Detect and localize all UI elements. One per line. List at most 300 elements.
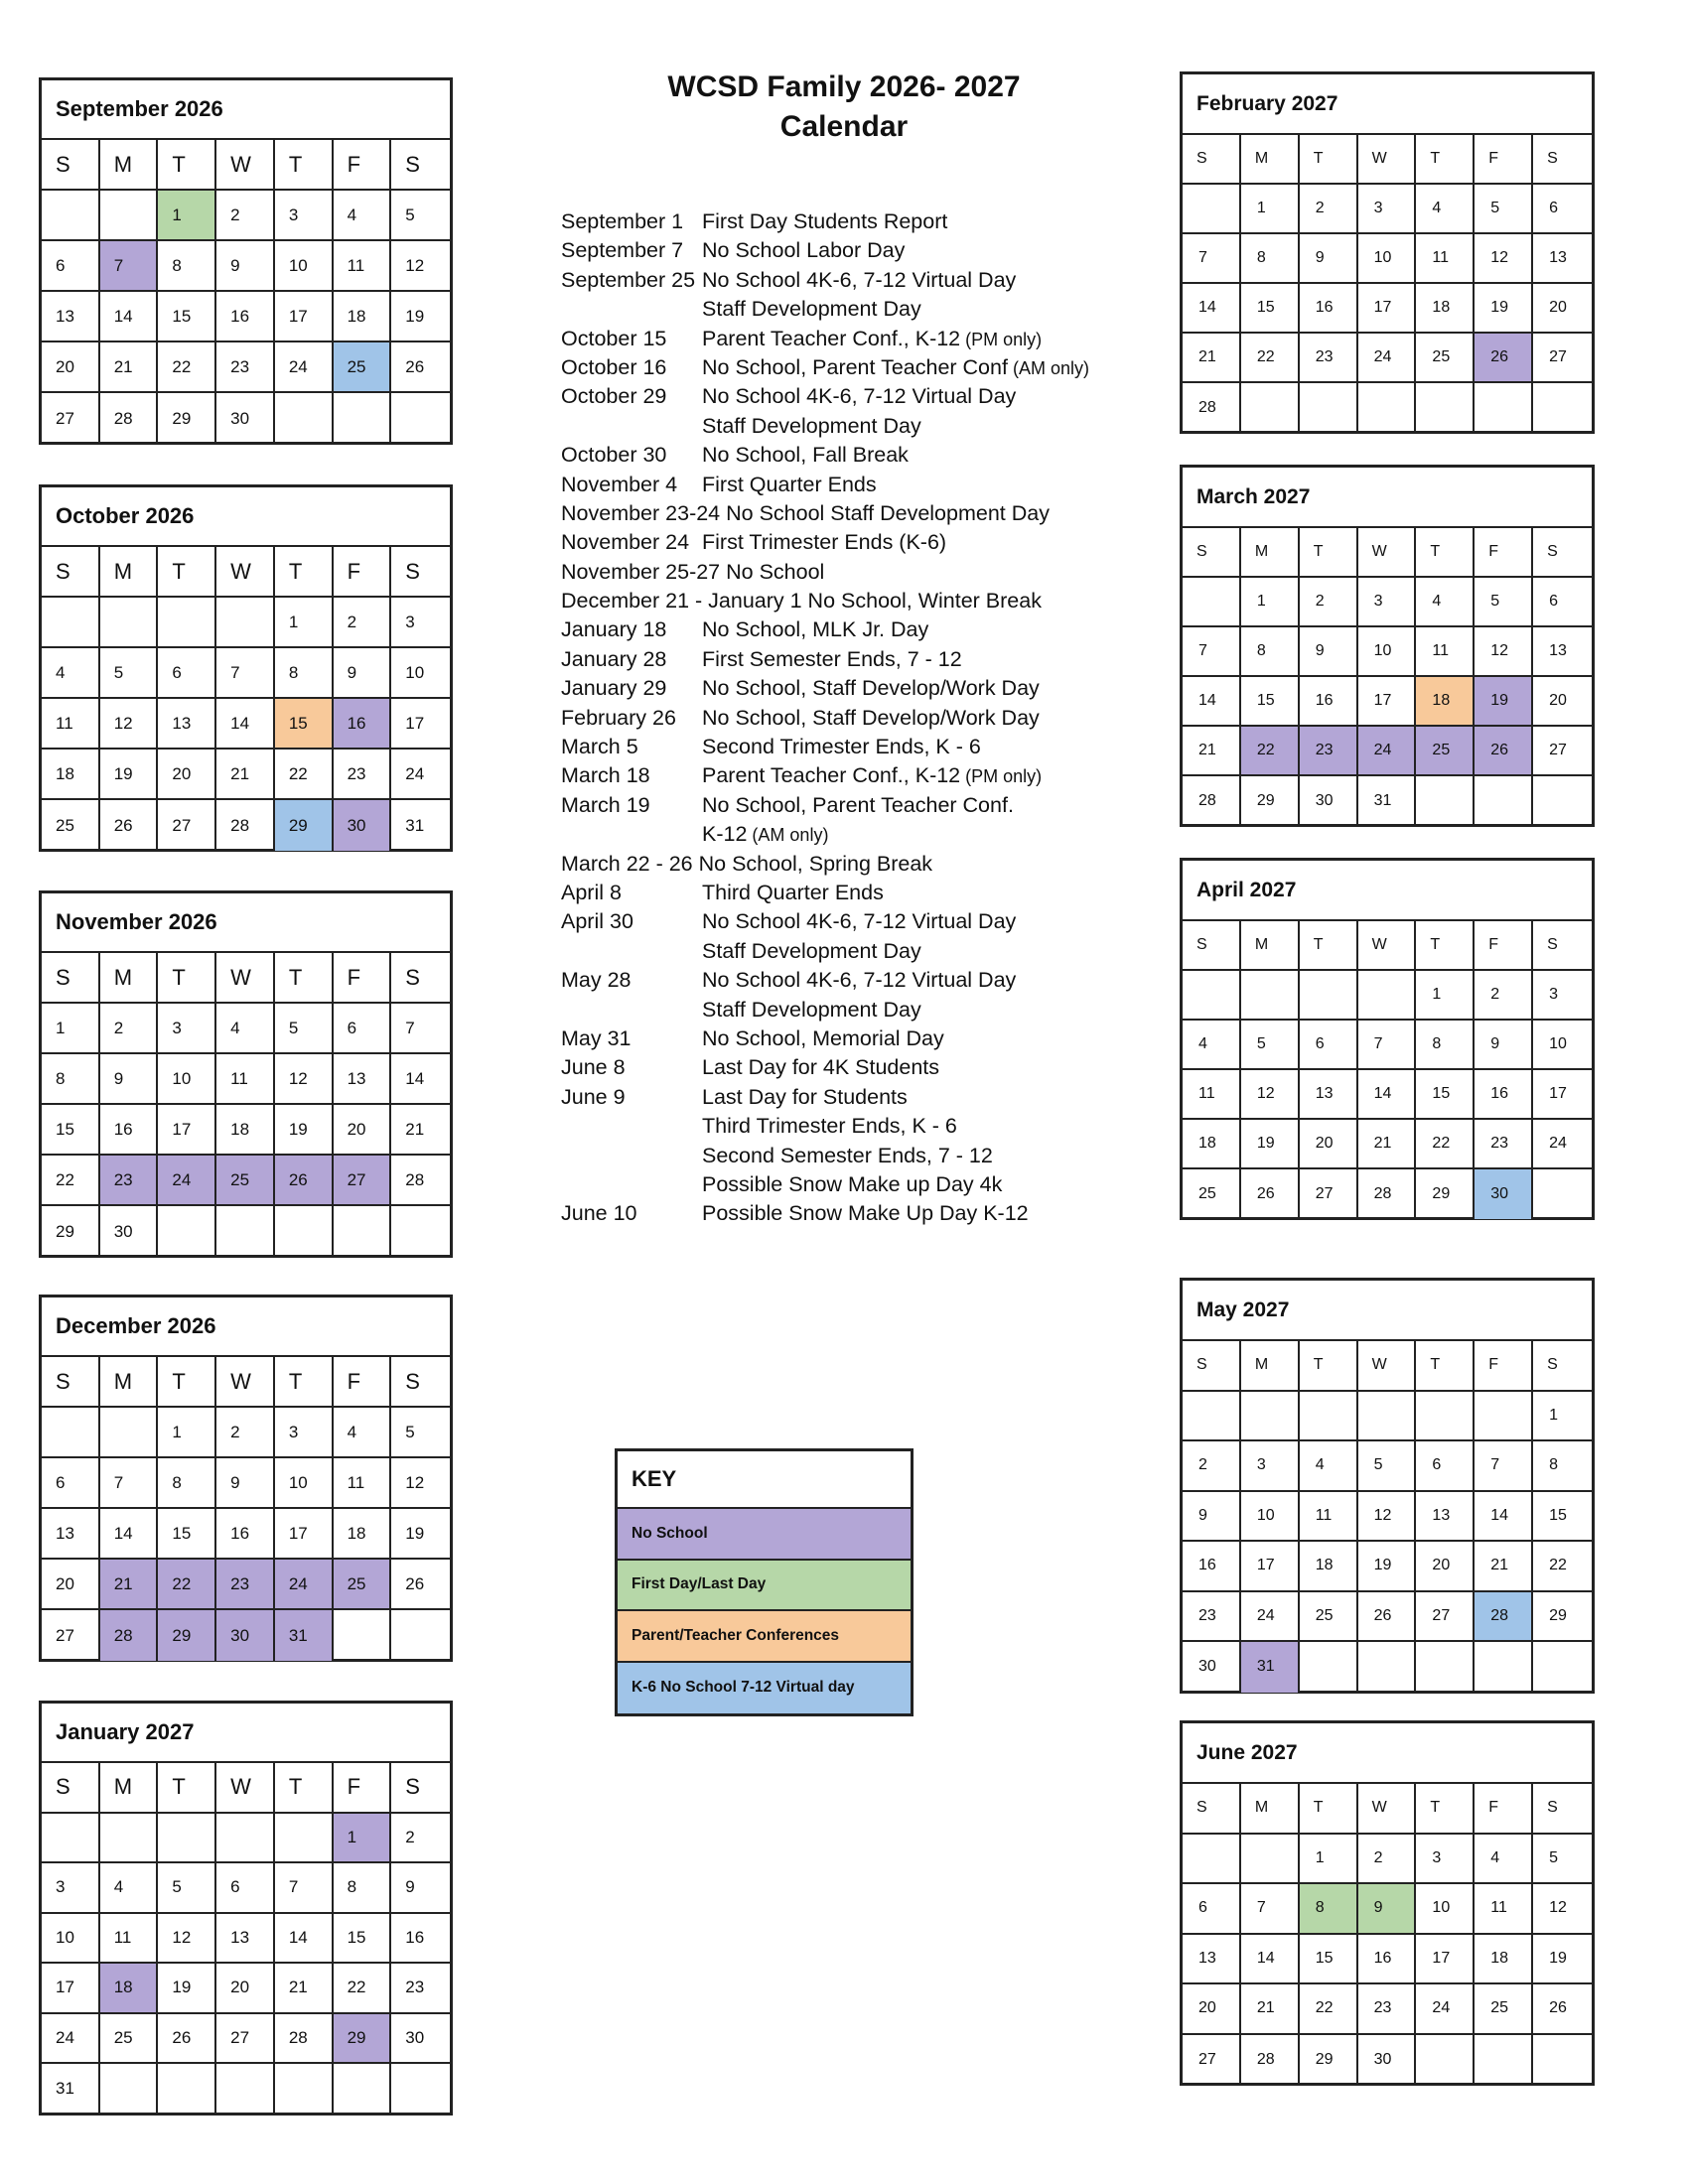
day-cell: 20 <box>1533 677 1592 727</box>
day-cell: 28 <box>1475 1592 1533 1643</box>
day-cell: 24 <box>1416 1984 1475 2035</box>
month-title: October 2026 <box>42 487 450 547</box>
day-cell: 16 <box>334 699 392 750</box>
empty-cell <box>1241 971 1300 1021</box>
key-item-label: First Day/Last Day <box>632 1575 767 1593</box>
day-cell: 28 <box>275 2014 334 2065</box>
event-row <box>561 499 1137 528</box>
day-cell: 26 <box>100 800 159 851</box>
legend-key <box>615 1448 914 1716</box>
event-row <box>561 558 1137 587</box>
day-cell: 24 <box>275 1560 334 1610</box>
day-cell: 19 <box>391 1509 450 1560</box>
weekday-header: T <box>158 547 216 598</box>
day-cell: 23 <box>216 342 275 393</box>
day-cell: 15 <box>1416 1070 1475 1120</box>
day-cell: 4 <box>334 1408 392 1458</box>
event-date: November 25-27 No School <box>561 559 825 584</box>
day-cell: 31 <box>42 2064 100 2115</box>
day-cell: 12 <box>275 1054 334 1105</box>
day-cell: 21 <box>1241 1984 1300 2035</box>
event-date: January 29 <box>561 676 667 701</box>
event-text: K-12 (AM only) <box>702 822 829 847</box>
event-date: November 24 <box>561 530 690 555</box>
event-row <box>561 674 1137 703</box>
day-cell: 28 <box>1183 776 1241 826</box>
event-text: No School, MLK Jr. Day <box>702 617 929 642</box>
event-date: October 15 <box>561 326 667 350</box>
day-cell: 10 <box>1241 1492 1300 1543</box>
empty-cell <box>1183 971 1241 1021</box>
day-cell: 17 <box>391 699 450 750</box>
event-row <box>561 412 1137 441</box>
empty-cell <box>158 1206 216 1257</box>
event-date: April 30 <box>561 909 633 934</box>
event-date: June 10 <box>561 1201 637 1226</box>
empty-cell <box>1533 776 1592 826</box>
day-cell: 9 <box>334 648 392 699</box>
weekday-header: S <box>1183 921 1241 971</box>
day-cell: 16 <box>216 1509 275 1560</box>
day-cell: 12 <box>1358 1492 1417 1543</box>
day-cell: 5 <box>158 1863 216 1914</box>
day-cell: 23 <box>1300 334 1358 383</box>
day-cell: 26 <box>1533 1984 1592 2035</box>
key-item-label: K-6 No School 7-12 Virtual day <box>632 1679 855 1697</box>
key-item-label: No School <box>632 1524 708 1542</box>
event-row <box>561 615 1137 644</box>
day-cell: 4 <box>42 648 100 699</box>
day-cell: 19 <box>275 1105 334 1156</box>
empty-cell <box>1416 1392 1475 1442</box>
day-cell: 18 <box>334 1509 392 1560</box>
day-cell: 29 <box>1241 776 1300 826</box>
events-list <box>561 207 1137 1229</box>
day-cell: 27 <box>216 2014 275 2065</box>
day-cell: 23 <box>334 750 392 800</box>
empty-cell <box>1416 1642 1475 1693</box>
day-cell: 26 <box>1241 1169 1300 1219</box>
day-cell: 16 <box>391 1914 450 1965</box>
weekday-header: F <box>334 140 392 191</box>
day-cell: 15 <box>1241 677 1300 727</box>
empty-cell <box>1183 578 1241 627</box>
day-cell: 7 <box>1475 1441 1533 1492</box>
weekday-header: T <box>275 1763 334 1814</box>
day-cell: 18 <box>1416 677 1475 727</box>
day-cell: 18 <box>42 750 100 800</box>
empty-cell <box>1358 1642 1417 1693</box>
day-cell: 25 <box>42 800 100 851</box>
day-cell: 31 <box>1241 1642 1300 1693</box>
day-cell: 20 <box>42 1560 100 1610</box>
day-cell: 21 <box>1358 1120 1417 1169</box>
event-note: (AM only) <box>747 825 829 846</box>
day-cell: 2 <box>216 1408 275 1458</box>
day-cell: 10 <box>1358 627 1417 677</box>
day-cell: 15 <box>1300 1935 1358 1985</box>
event-row <box>561 645 1137 674</box>
day-cell: 11 <box>1300 1492 1358 1543</box>
weekday-header: T <box>1300 135 1358 185</box>
event-note: (PM only) <box>960 329 1043 349</box>
event-row <box>561 761 1137 790</box>
day-cell: 2 <box>100 1004 159 1054</box>
day-cell: 14 <box>1183 284 1241 334</box>
day-cell: 22 <box>1533 1542 1592 1592</box>
event-row <box>561 266 1137 295</box>
empty-cell <box>1533 383 1592 433</box>
weekday-header: T <box>1300 1784 1358 1835</box>
day-cell: 6 <box>1300 1021 1358 1070</box>
event-row <box>561 907 1137 936</box>
empty-cell <box>1475 776 1533 826</box>
day-cell: 17 <box>1416 1935 1475 1985</box>
month-calendar <box>39 1701 453 2116</box>
event-row <box>561 966 1137 995</box>
weekday-header: S <box>391 1357 450 1408</box>
day-cell: 29 <box>158 1610 216 1661</box>
day-cell: 2 <box>1358 1835 1417 1885</box>
event-row <box>561 353 1137 382</box>
day-cell: 18 <box>1183 1120 1241 1169</box>
event-row <box>561 295 1137 324</box>
day-cell: 20 <box>1183 1984 1241 2035</box>
weekday-header: M <box>100 140 159 191</box>
empty-cell <box>1533 2035 1592 2086</box>
day-cell: 4 <box>1475 1835 1533 1885</box>
day-cell: 14 <box>275 1914 334 1965</box>
empty-cell <box>391 1610 450 1661</box>
day-cell: 25 <box>100 2014 159 2065</box>
empty-cell <box>1416 776 1475 826</box>
day-cell: 24 <box>1358 334 1417 383</box>
day-cell: 12 <box>391 1458 450 1509</box>
day-cell: 23 <box>100 1156 159 1206</box>
day-cell: 6 <box>1416 1441 1475 1492</box>
month-calendar <box>39 484 453 852</box>
day-cell: 7 <box>275 1863 334 1914</box>
day-cell: 26 <box>1475 727 1533 776</box>
event-text: Second Trimester Ends, K - 6 <box>702 735 981 759</box>
day-cell: 1 <box>1241 578 1300 627</box>
event-text: No School 4K-6, 7-12 Virtual Day <box>702 384 1017 409</box>
day-cell: 19 <box>1241 1120 1300 1169</box>
day-cell: 17 <box>42 1964 100 2014</box>
day-cell: 3 <box>1241 1441 1300 1492</box>
day-cell: 12 <box>1241 1070 1300 1120</box>
day-cell: 15 <box>1241 284 1300 334</box>
day-cell: 9 <box>1183 1492 1241 1543</box>
weekday-header: T <box>1300 1341 1358 1392</box>
event-text: Third Quarter Ends <box>702 880 884 904</box>
empty-cell <box>1300 971 1358 1021</box>
day-cell: 1 <box>1241 185 1300 234</box>
weekday-header: S <box>1183 135 1241 185</box>
event-date: March 18 <box>561 763 650 788</box>
weekday-header: M <box>1241 1341 1300 1392</box>
day-cell: 18 <box>1475 1935 1533 1985</box>
weekday-header: M <box>100 1763 159 1814</box>
key-title: KEY <box>618 1451 911 1509</box>
weekday-header: S <box>391 547 450 598</box>
empty-cell <box>42 191 100 241</box>
day-cell: 30 <box>216 393 275 444</box>
month-calendar <box>1180 1278 1595 1694</box>
event-text: No School 4K-6, 7-12 Virtual Day <box>702 968 1017 993</box>
event-row <box>561 879 1137 907</box>
weekday-header: F <box>334 547 392 598</box>
event-row <box>561 382 1137 411</box>
day-cell: 17 <box>275 1509 334 1560</box>
event-date: October 29 <box>561 384 667 409</box>
day-cell: 6 <box>334 1004 392 1054</box>
day-cell: 30 <box>1300 776 1358 826</box>
month-title: September 2026 <box>42 80 450 140</box>
day-cell: 21 <box>1183 334 1241 383</box>
day-cell: 19 <box>158 1964 216 2014</box>
day-cell: 25 <box>1183 1169 1241 1219</box>
day-cell: 2 <box>1300 578 1358 627</box>
day-cell: 20 <box>334 1105 392 1156</box>
empty-cell <box>158 1814 216 1864</box>
day-cell: 27 <box>158 800 216 851</box>
empty-cell <box>1416 383 1475 433</box>
day-cell: 27 <box>1533 334 1592 383</box>
day-cell: 21 <box>275 1964 334 2014</box>
empty-cell <box>216 1814 275 1864</box>
event-text: Staff Development Day <box>702 938 921 963</box>
event-date: April 8 <box>561 880 622 904</box>
weekday-header: W <box>1358 528 1417 578</box>
day-cell: 12 <box>1475 627 1533 677</box>
day-cell: 2 <box>1475 971 1533 1021</box>
month-calendar <box>1180 465 1595 827</box>
day-cell: 11 <box>1416 627 1475 677</box>
day-cell: 11 <box>1475 1884 1533 1935</box>
event-row <box>561 704 1137 733</box>
day-cell: 13 <box>1416 1492 1475 1543</box>
event-text: Parent Teacher Conf., K-12 (PM only) <box>702 763 1043 788</box>
empty-cell <box>1475 1642 1533 1693</box>
empty-cell <box>42 1408 100 1458</box>
day-cell: 1 <box>334 1814 392 1864</box>
day-cell: 30 <box>391 2014 450 2065</box>
event-date: December 21 - January 1 No School, Winter Break <box>561 589 1042 614</box>
empty-cell <box>391 393 450 444</box>
day-cell: 10 <box>42 1914 100 1965</box>
weekday-header: M <box>100 547 159 598</box>
empty-cell <box>275 393 334 444</box>
event-note: (AM only) <box>1007 357 1089 378</box>
month-title: December 2026 <box>42 1297 450 1357</box>
day-cell: 9 <box>1475 1021 1533 1070</box>
event-date: October 16 <box>561 354 667 379</box>
day-cell: 6 <box>1183 1884 1241 1935</box>
day-cell: 30 <box>216 1610 275 1661</box>
event-date: September 25 <box>561 267 696 292</box>
event-text: No School, Memorial Day <box>702 1025 944 1050</box>
day-cell: 14 <box>1241 1935 1300 1985</box>
weekday-header: W <box>1358 135 1417 185</box>
day-cell: 22 <box>275 750 334 800</box>
empty-cell <box>334 1610 392 1661</box>
day-cell: 19 <box>1358 1542 1417 1592</box>
day-cell: 18 <box>100 1964 159 2014</box>
day-cell: 7 <box>1241 1884 1300 1935</box>
event-text: No School, Fall Break <box>702 443 909 468</box>
day-cell: 11 <box>216 1054 275 1105</box>
event-date: February 26 <box>561 705 676 730</box>
day-cell: 1 <box>158 1408 216 1458</box>
day-cell: 8 <box>1241 234 1300 284</box>
day-cell: 13 <box>42 1509 100 1560</box>
weekday-header: M <box>1241 528 1300 578</box>
day-cell: 7 <box>1183 627 1241 677</box>
day-cell: 7 <box>1358 1021 1417 1070</box>
day-cell: 8 <box>334 1863 392 1914</box>
day-cell: 10 <box>275 241 334 292</box>
day-cell: 18 <box>1416 284 1475 334</box>
event-text: Second Semester Ends, 7 - 12 <box>702 1143 993 1167</box>
day-cell: 23 <box>1183 1592 1241 1643</box>
day-cell: 27 <box>1533 727 1592 776</box>
event-date: November 23-24 No School Staff Development Day <box>561 500 1050 525</box>
day-cell: 18 <box>334 292 392 342</box>
day-cell: 2 <box>1183 1441 1241 1492</box>
day-cell: 14 <box>1475 1492 1533 1543</box>
day-cell: 31 <box>1358 776 1417 826</box>
day-cell: 24 <box>42 2014 100 2065</box>
day-cell: 24 <box>1241 1592 1300 1643</box>
day-cell: 30 <box>1183 1642 1241 1693</box>
day-cell: 5 <box>1533 1835 1592 1885</box>
empty-cell <box>1241 383 1300 433</box>
empty-cell <box>275 1206 334 1257</box>
day-cell: 25 <box>1416 334 1475 383</box>
day-cell: 21 <box>1475 1542 1533 1592</box>
day-cell: 24 <box>1533 1120 1592 1169</box>
day-cell: 14 <box>100 1509 159 1560</box>
weekday-header: S <box>391 140 450 191</box>
day-cell: 28 <box>391 1156 450 1206</box>
day-cell: 13 <box>42 292 100 342</box>
weekday-header: S <box>391 1763 450 1814</box>
event-row <box>561 733 1137 761</box>
weekday-header: S <box>42 1357 100 1408</box>
day-cell: 24 <box>391 750 450 800</box>
event-row <box>561 441 1137 470</box>
empty-cell <box>1475 383 1533 433</box>
day-cell: 21 <box>100 1560 159 1610</box>
day-cell: 3 <box>158 1004 216 1054</box>
day-cell: 23 <box>391 1964 450 2014</box>
day-cell: 19 <box>391 292 450 342</box>
weekday-header: S <box>1183 528 1241 578</box>
empty-cell <box>42 1814 100 1864</box>
event-text: First Trimester Ends (K-6) <box>702 530 947 555</box>
day-cell: 6 <box>42 241 100 292</box>
day-cell: 31 <box>405 815 425 835</box>
empty-cell <box>42 598 100 648</box>
day-cell: 8 <box>1241 627 1300 677</box>
event-row <box>561 1112 1137 1141</box>
day-cell: 5 <box>1475 185 1533 234</box>
title-line-2: Calendar <box>779 110 909 143</box>
empty-cell <box>1533 1169 1592 1219</box>
day-cell: 23 <box>1475 1120 1533 1169</box>
day-cell: 24 <box>275 342 334 393</box>
weekday-header: M <box>1241 135 1300 185</box>
event-row <box>561 791 1137 820</box>
weekday-header: T <box>1300 921 1358 971</box>
day-cell: 29 <box>1416 1169 1475 1219</box>
day-cell: 25 <box>334 1560 392 1610</box>
month-calendar <box>1180 858 1595 1220</box>
day-cell: 7 <box>1183 234 1241 284</box>
day-cell: 12 <box>1475 234 1533 284</box>
day-cell: 20 <box>158 750 216 800</box>
month-title: May 2027 <box>1183 1281 1592 1341</box>
empty-cell <box>391 2064 450 2115</box>
day-cell: 2 <box>1300 185 1358 234</box>
day-cell: 24 <box>1358 727 1417 776</box>
empty-cell <box>100 598 159 648</box>
day-cell: 15 <box>275 699 334 750</box>
day-cell: 11 <box>100 1914 159 1965</box>
day-cell: 27 <box>42 1610 100 1661</box>
day-cell: 27 <box>1183 2035 1241 2086</box>
weekday-header: W <box>1358 1784 1417 1835</box>
day-cell: 13 <box>1533 234 1592 284</box>
weekday-header: T <box>1416 1784 1475 1835</box>
key-item <box>618 1611 911 1663</box>
day-cell: 7 <box>391 1004 450 1054</box>
day-cell: 28 <box>1183 383 1241 433</box>
event-text: Staff Development Day <box>702 297 921 322</box>
day-cell: 15 <box>334 1914 392 1965</box>
day-cell: 9 <box>1358 1884 1417 1935</box>
day-cell: 3 <box>1358 578 1417 627</box>
empty-cell <box>1183 185 1241 234</box>
day-cell: 28 <box>1358 1169 1417 1219</box>
month-calendar <box>39 890 453 1258</box>
day-cell: 27 <box>1416 1592 1475 1643</box>
day-cell: 1 <box>1533 1392 1592 1442</box>
event-row <box>561 1053 1137 1082</box>
empty-cell <box>1183 1392 1241 1442</box>
key-item <box>618 1561 911 1612</box>
day-cell: 22 <box>1300 1984 1358 2035</box>
day-cell: 25 <box>216 1156 275 1206</box>
day-cell: 3 <box>391 598 450 648</box>
weekday-header: F <box>334 1357 392 1408</box>
day-cell: 22 <box>1241 727 1300 776</box>
day-cell: 16 <box>216 292 275 342</box>
day-cell: 20 <box>1416 1542 1475 1592</box>
weekday-header: T <box>1416 1341 1475 1392</box>
day-cell: 9 <box>216 241 275 292</box>
event-date: September 1 <box>561 209 684 233</box>
day-cell: 13 <box>1183 1935 1241 1985</box>
day-cell: 6 <box>158 648 216 699</box>
event-text: No School, Parent Teacher Conf (AM only) <box>702 354 1089 379</box>
day-cell: 8 <box>42 1054 100 1105</box>
day-cell: 19 <box>1475 284 1533 334</box>
day-cell: 15 <box>1533 1492 1592 1543</box>
weekday-header: S <box>1533 921 1592 971</box>
weekday-header: T <box>158 1763 216 1814</box>
